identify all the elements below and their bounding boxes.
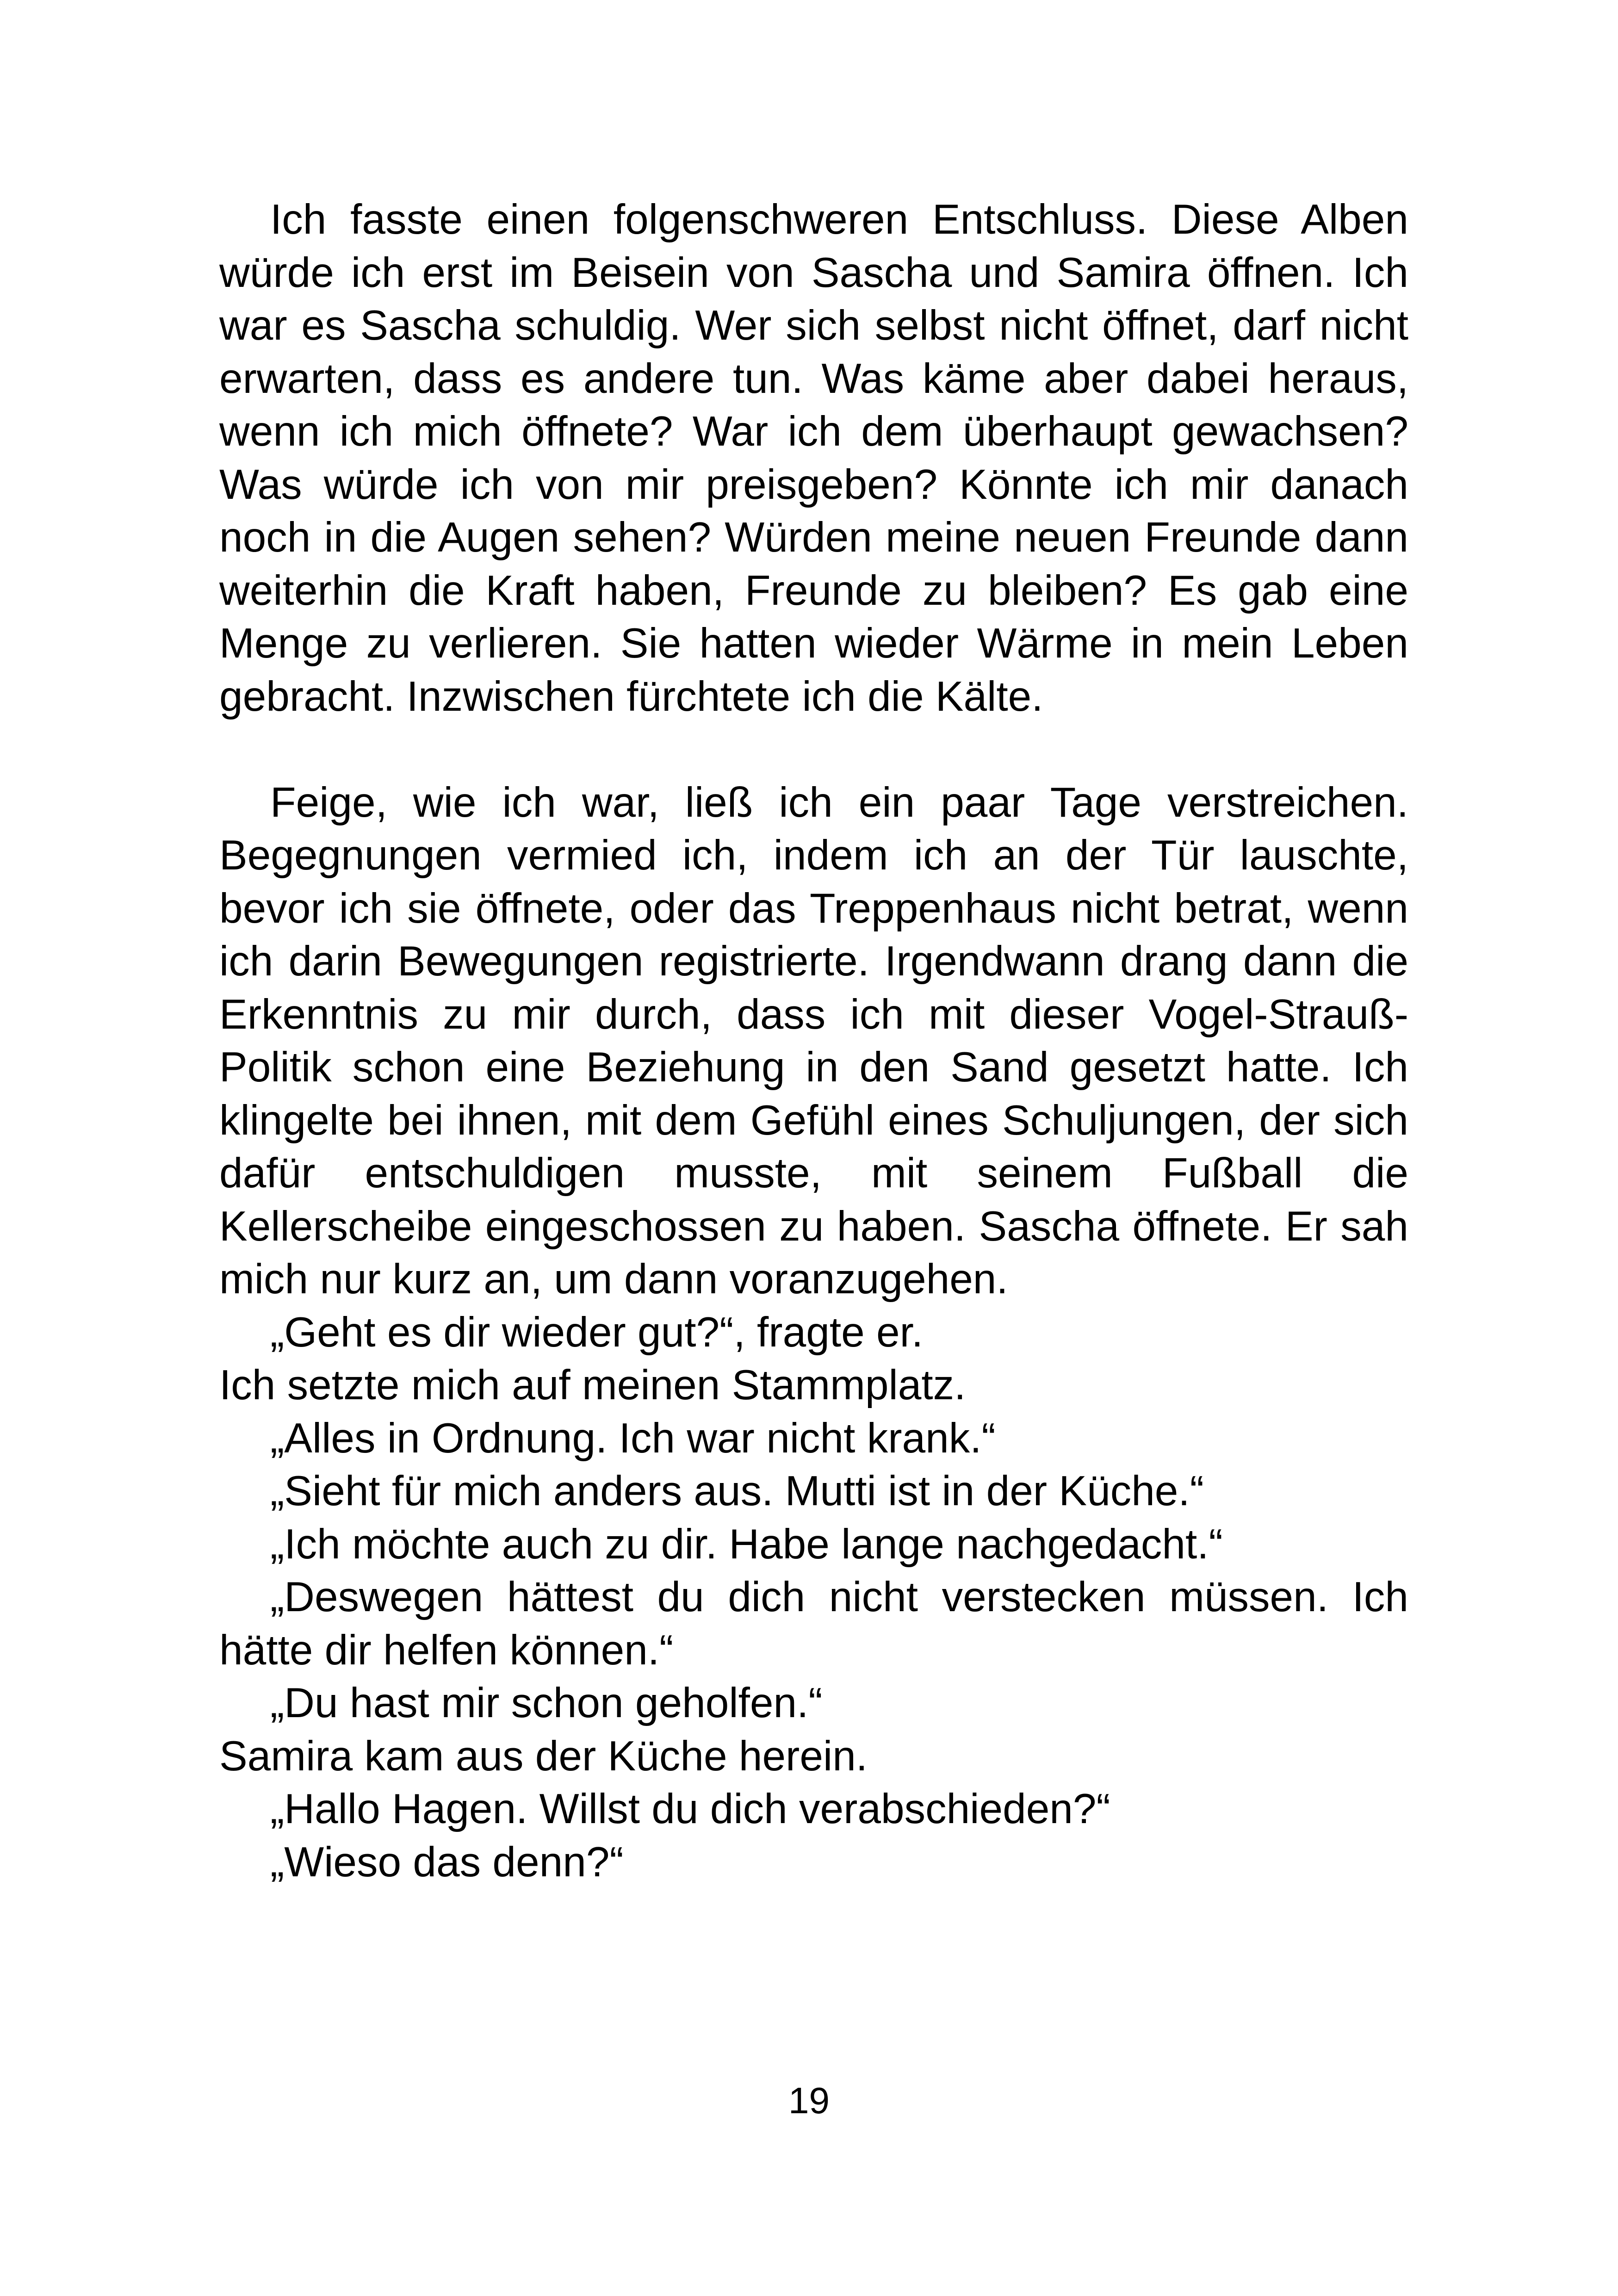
- page-number: 19: [788, 2080, 830, 2121]
- dialogue-line: „Ich möchte auch zu dir. Habe lange nachgedacht.“: [270, 1520, 1223, 1568]
- paragraph-visit: Feige, wie ich war, ließ ich ein paar Tage verstreichen. Begegnungen vermied ich, indem ich an der Tür lauschte, bevor ich sie öffnete, oder das Treppenhaus nicht betrat, wenn ich darin Bewegungen registrierte. Irgendwann drang dann die Erkenntnis zu mir durch, dass ich mit dieser Vogel-Strauß-Politik schon eine Beziehung in den Sand gesetzt hatte. Ich klingelte bei ihnen, mit dem Gefühl eines Schuljungen, der sich dafür entschuldigen musste, mit seinem Fußball die Kellerscheibe eingeschossen zu haben. Sascha öffnete. Er sah mich nur kurz an, um dann voranzugehen.: [219, 779, 1408, 1303]
- narration-line: Ich setzte mich auf meinen Stammplatz.: [219, 1362, 966, 1409]
- page-body: [219, 193, 1408, 1889]
- dialogue-line: „Sieht für mich anders aus. Mutti ist in der Küche.“: [270, 1468, 1204, 1514]
- dialogue-line: „Alles in Ordnung. Ich war nicht krank.“: [270, 1415, 996, 1462]
- dialogue-line: „Geht es dir wieder gut?“, fragte er.: [270, 1309, 924, 1356]
- dialogue-line: „Du hast mir schon geholfen.“: [270, 1680, 823, 1726]
- dialogue-line: „Deswegen hättest du dich nicht verstecken müssen. Ich hätte dir helfen können.“: [219, 1574, 1408, 1674]
- dialogue-line: „Wieso das denn?“: [270, 1838, 624, 1886]
- dialogue-line: „Hallo Hagen. Willst du dich verabschieden?“: [270, 1786, 1110, 1832]
- paragraph-decision: Ich fasste einen folgenschweren Entschluss. Diese Alben würde ich erst im Beisein von Sascha und Samira öffnen. Ich war es Sascha schuldig. Wer sich selbst nicht öffnet, darf nicht erwarten, dass es andere tun. Was käme aber dabei heraus, wenn ich mich öffnete? War ich dem überhaupt gewachsen? Was würde ich von mir preisgeben? Könnte ich mir danach noch in die Augen sehen? Würden meine neuen Freunde dann weiterhin die Kraft haben, Freunde zu bleiben? Es gab eine Menge zu verlieren. Sie hatten wieder Wärme in mein Leben gebracht. Inzwischen fürchtete ich die Kälte.: [219, 196, 1408, 720]
- paragraph-spacer: [219, 723, 1408, 776]
- narration-line: Samira kam aus der Küche herein.: [219, 1732, 868, 1780]
